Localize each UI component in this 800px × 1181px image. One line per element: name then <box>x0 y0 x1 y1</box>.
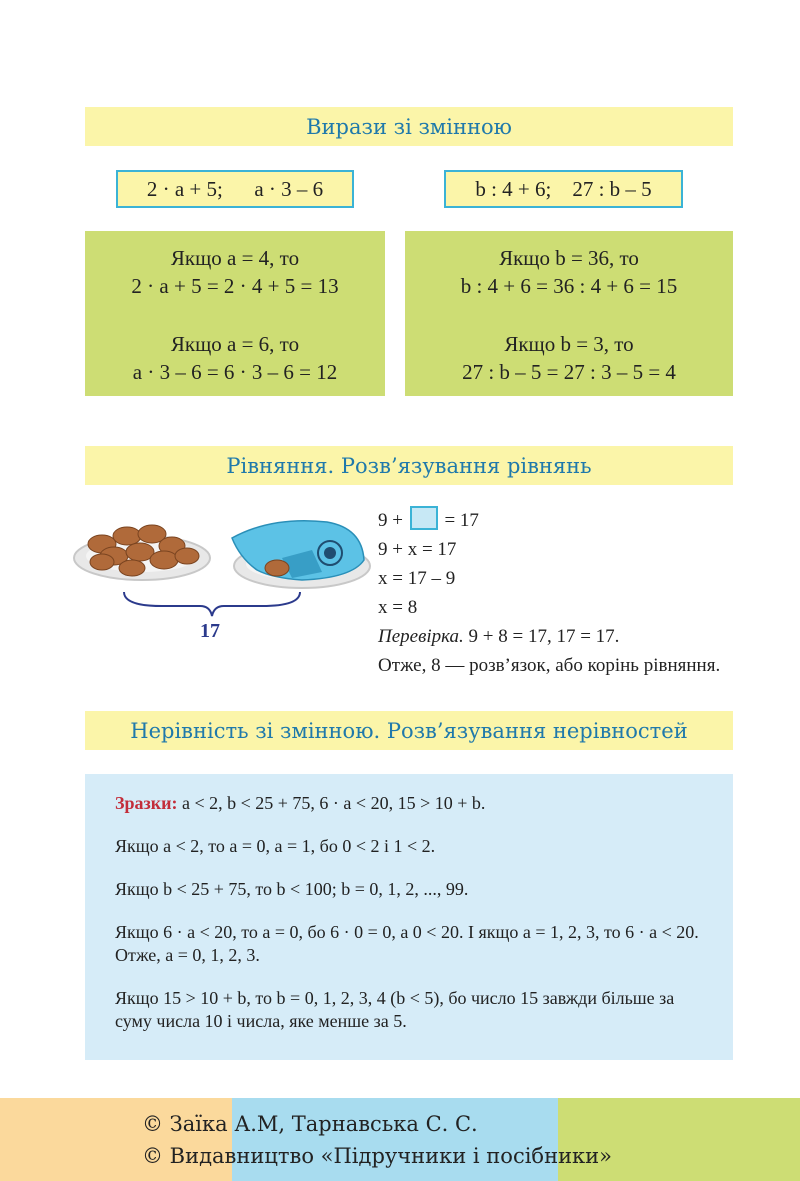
paragraph: Якщо 15 > 10 + b, то b = 0, 1, 2, 3, 4 (b < 5), бо число 15 завжди більше за суму числа 10 і числа, яке менше за 5. <box>115 988 675 1031</box>
nuts-illustration <box>72 508 372 648</box>
example-panel-b <box>405 231 733 396</box>
section-title-inequalities: Нерівність зі змінною. Розв’язування нерівностей <box>85 711 733 750</box>
equation-part: = 17 <box>444 510 479 531</box>
footer-publisher: © Видавництво «Підручники і посібники» <box>142 1144 613 1168</box>
example-line: a · 3 – 6 = 6 · 3 – 6 = 12 <box>132 360 338 384</box>
equation-lines <box>378 506 720 680</box>
equation-line: x = 8 <box>378 597 418 618</box>
example-line: Якщо a = 6, то <box>170 332 300 356</box>
example-line: Якщо a = 4, то <box>170 246 300 270</box>
equation-line: 9 + x = 17 <box>378 539 457 560</box>
inequalities-panel <box>85 774 733 1060</box>
check-text: 9 + 8 = 17, 17 = 17. <box>463 626 620 647</box>
check-label: Перевірка. <box>378 626 464 647</box>
walnut-icon <box>265 560 289 576</box>
example-line: 27 : b – 5 = 27 : 3 – 5 = 4 <box>462 360 676 384</box>
example-line: Якщо b = 3, то <box>504 332 634 356</box>
paragraph: Якщо a < 2, то a = 0, a = 1, бо 0 < 2 і 1 < 2. <box>115 836 436 856</box>
formula-box-b: b : 4 + 6; 27 : b – 5 <box>444 170 683 208</box>
formula-box-a: 2 · a + 5; a · 3 – 6 <box>116 170 354 208</box>
conclusion-line: Отже, 8 — розв’язок, або корінь рівняння. <box>378 655 721 676</box>
brace-icon <box>124 592 300 616</box>
paragraph: Якщо 6 · a < 20, то a = 0, бо 6 · 0 = 0, а 0 < 20. І якщо a = 1, 2, 3, то 6 · a < 20. Отже, a = 0, 1, 2, 3. <box>115 922 699 965</box>
equation-line <box>378 506 720 535</box>
section-title-expressions: Вирази зі змінною <box>85 107 733 146</box>
example-line: b : 4 + 6 = 36 : 4 + 6 = 15 <box>460 274 678 298</box>
samples-text: a < 2, b < 25 + 75, 6 · a < 20, 15 > 10 + b. <box>177 793 486 813</box>
equation-part: 9 + <box>378 510 403 531</box>
footer <box>0 1098 800 1181</box>
equation-line: x = 17 – 9 <box>378 568 456 589</box>
section-title-equations: Рівняння. Розв’язування рівнянь <box>85 446 733 485</box>
example-line: Якщо b = 36, то <box>499 246 639 270</box>
unknown-square-icon <box>410 506 438 530</box>
check-line <box>378 622 720 651</box>
footer-authors: © Заїка А.М, Тарнавська С. С. <box>142 1112 478 1136</box>
example-line: 2 · a + 5 = 2 · 4 + 5 = 13 <box>131 274 339 298</box>
paragraph: Якщо b < 25 + 75, то b < 100; b = 0, 1, 2, ..., 99. <box>115 879 469 899</box>
example-panel-a <box>85 231 385 396</box>
samples-label: Зразки: <box>115 793 178 813</box>
brace-label: 17 <box>200 620 220 642</box>
samples-line <box>115 792 705 815</box>
